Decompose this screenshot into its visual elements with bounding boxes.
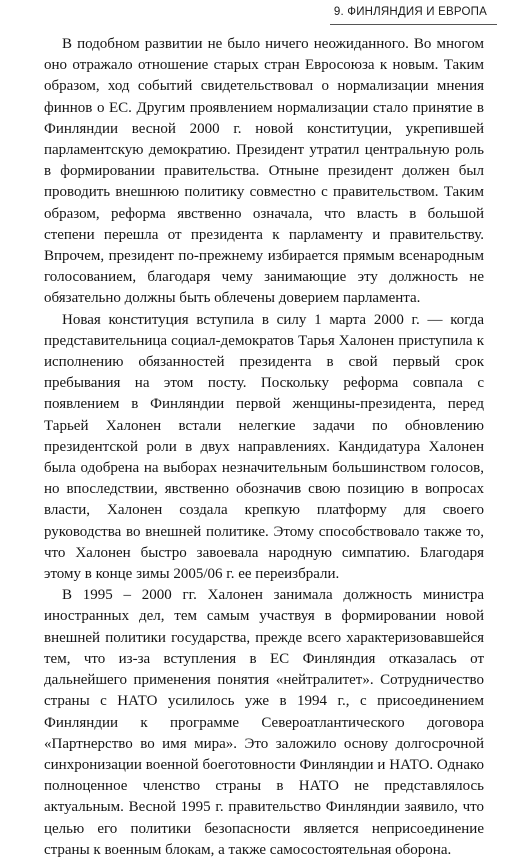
page-body	[44, 34, 484, 861]
paragraph-2: Новая конституция вступила в силу 1 марта 2000 г. — когда представительница социал-демократов Тарья Халонен приступила к исполнению обязанностей президента в свой первый срок пребывания на этом посту. Поскольку реформа совпала с появлением в Финляндии первой женщины-президента, перед Тарьей Халонен встали нелегкие задачи по обновлению президентской роли в двух направлениях. Кандидатура Халонен была одобрена на выборах незначительным большинством голосов, но впоследствии, явственно обозначив свою позицию в вопросах власти, Халонен создала крепкую платформу для своего руководства во внешней политике. Этому способствовало также то, что Халонен быстро завоевала народную симпатию. Благодаря этому в конце зимы 2005/06 г. ее переизбрали.	[44, 311, 484, 583]
header-rule	[330, 24, 497, 25]
paragraph-1: В подобном развитии не было ничего неожиданного. Во многом оно отражало отношение старых стран Евросоюза к новым. Таким образом, ход событий свидетельствовал о нормализации мнения финнов о ЕС. Другим проявлением нормализации стало принятие в Финляндии весной 2000 г. новой конституции, укрепившей парламентскую демократию. Президент утратил центральную роль в формировании правительства. Отныне президент должен был проводить внешнюю политику совместно с правительством. Таким образом, реформа явственно означала, что власть в большой степени перешла от президента к парламенту и правительству. Впрочем, президент по-прежнему избирается прямым всенародным голосованием, благодаря чему занимающие эту должность не обязательно должны быть облечены доверием парламента.	[44, 36, 484, 307]
running-head-title: 9. ФИНЛЯНДИЯ И ЕВРОПА	[333, 6, 487, 18]
paragraph-3: В 1995 – 2000 гг. Халонен занимала должность министра иностранных дел, тем самым участвуя в формировании новой внешней политики государства, прежде всего характеризовавшейся тем, что из-за вступления в ЕС Финляндия отказалась от дальнейшего применения понятия «нейтралитет». Сотрудничество страны с НАТО усилилось уже в 1994 г., с присоединением Финляндии к программе Североатлантического договора «Партнерство во имя мира». Это заложило основу долгосрочной синхронизации военной боеготовности Финляндии и НАТО. Однако полноценное членство страны в НАТО не представлялось актуальным. Весной 1995 г. правительство Финляндии заявило, что целью его политики безопасности является неприсоединение страны к военным блокам, а также самосостоятельная оборона.	[44, 587, 484, 858]
